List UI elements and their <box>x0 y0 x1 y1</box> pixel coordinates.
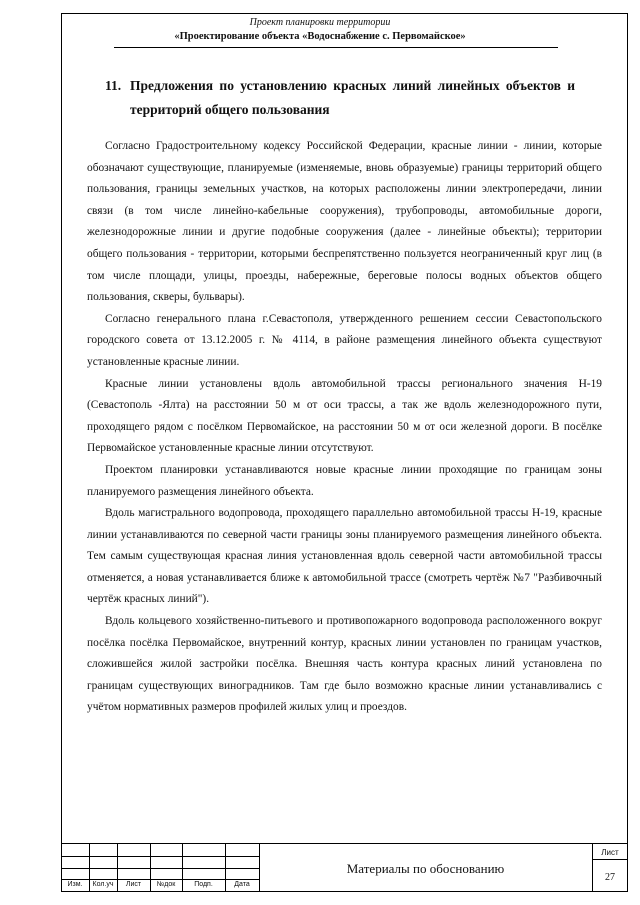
column-label: Изм. <box>67 881 83 888</box>
grid-line <box>61 868 259 869</box>
column-label: №док <box>156 881 176 888</box>
sheet-rule <box>592 859 628 860</box>
paragraph: Вдоль кольцевого хозяйственно-питьевого и противопожарного водопровода расположенного вокруг посёлка посёлка Первомайское, внутренний контур, красных линии установлен по границам участков, сложившейся жилой застройки посёлка. Внешняя часть контура красных линий установлена по границам существующих виноградников. Там где было возможно красные линии устанавливались с учётом нормативных размеров профилей жилых улиц и проездов. <box>87 615 602 714</box>
column-label: Лист <box>125 881 142 888</box>
grid-line <box>61 879 259 880</box>
header-project: Проект планировки территории <box>249 17 391 28</box>
header-rule <box>114 47 558 48</box>
title-block <box>61 843 628 892</box>
paragraph: Красные линии установлены вдоль автомобильной трассы регионального значения Н-19 (Севастополь -Ялта) на расстоянии 50 м от оси трассы, а так же вдоль железнодорожного пути, проходящего рядом с посёлком Первомайское, на расстоянии 50 м от оси железной дороги. В посёлке Первомайское установленные красные линии отсутствуют. <box>87 377 602 455</box>
paragraph: Вдоль магистрального водопровода, проходящего параллельно автомобильной трассы Н-19, красные линии устанавливаются по северной части границы зоны планируемого размещения линейного объекта. Тем самым существующая красная линия установленная вдоль северной части автомобильной трассы отменяется, а новая устанавливается ближе к автомобильной трассе (смотреть чертёж №7 "Разбивочный чертёж красных линий"). <box>87 507 602 606</box>
section-title: Предложения по установлению красных линий линейных объектов и территорий общего пользования <box>130 78 575 117</box>
paragraph: Проектом планировки устанавливаются новые красные линии проходящие по границам зоны планируемого размещения линейного объекта. <box>87 463 602 498</box>
section-number: 11. <box>105 78 122 93</box>
paragraph: Согласно генерального плана г.Севастополя, утвержденного решением сессии Севастопольского городского совета от 13.12.2005 г. № 4114, в районе размещения линейного объекта существуют установленные красные линии. <box>87 312 602 368</box>
column-label: Дата <box>234 881 250 888</box>
header-object: «Проектирование объекта «Водоснабжение с. Первомайское» <box>174 31 466 42</box>
stamp-title: Материалы по обоснованию <box>346 861 505 876</box>
revision-grid <box>61 844 259 892</box>
grid-line <box>61 856 259 857</box>
body-text <box>87 136 602 719</box>
sheet-label: Лист <box>601 848 619 857</box>
section-heading <box>105 74 575 122</box>
sheet-number: 27 <box>605 872 615 883</box>
column-label: Кол.уч <box>92 881 114 888</box>
paragraph: Согласно Градостроительному кодексу Российской Федерации, красные линии - линии, которые обозначают существующие, планируемые (изменяемые, вновь образуемые) границы территорий общего пользования, границы земельных участков, на которых расположены линии электропередачи, линии связи (в том числе линейно-кабельные сооружения), трубопроводы, автомобильные дороги, железнодорожные линии и другие подобные сооружения (далее - линейные объекты); территории общего пользования - территории, которыми беспрепятственно пользуется неограниченный круг лиц (в том числе площади, улицы, проезды, набережные, береговые полосы водных объектов общего пользования, скверы, бульвары). <box>87 140 602 304</box>
column-label: Подп. <box>194 881 213 888</box>
